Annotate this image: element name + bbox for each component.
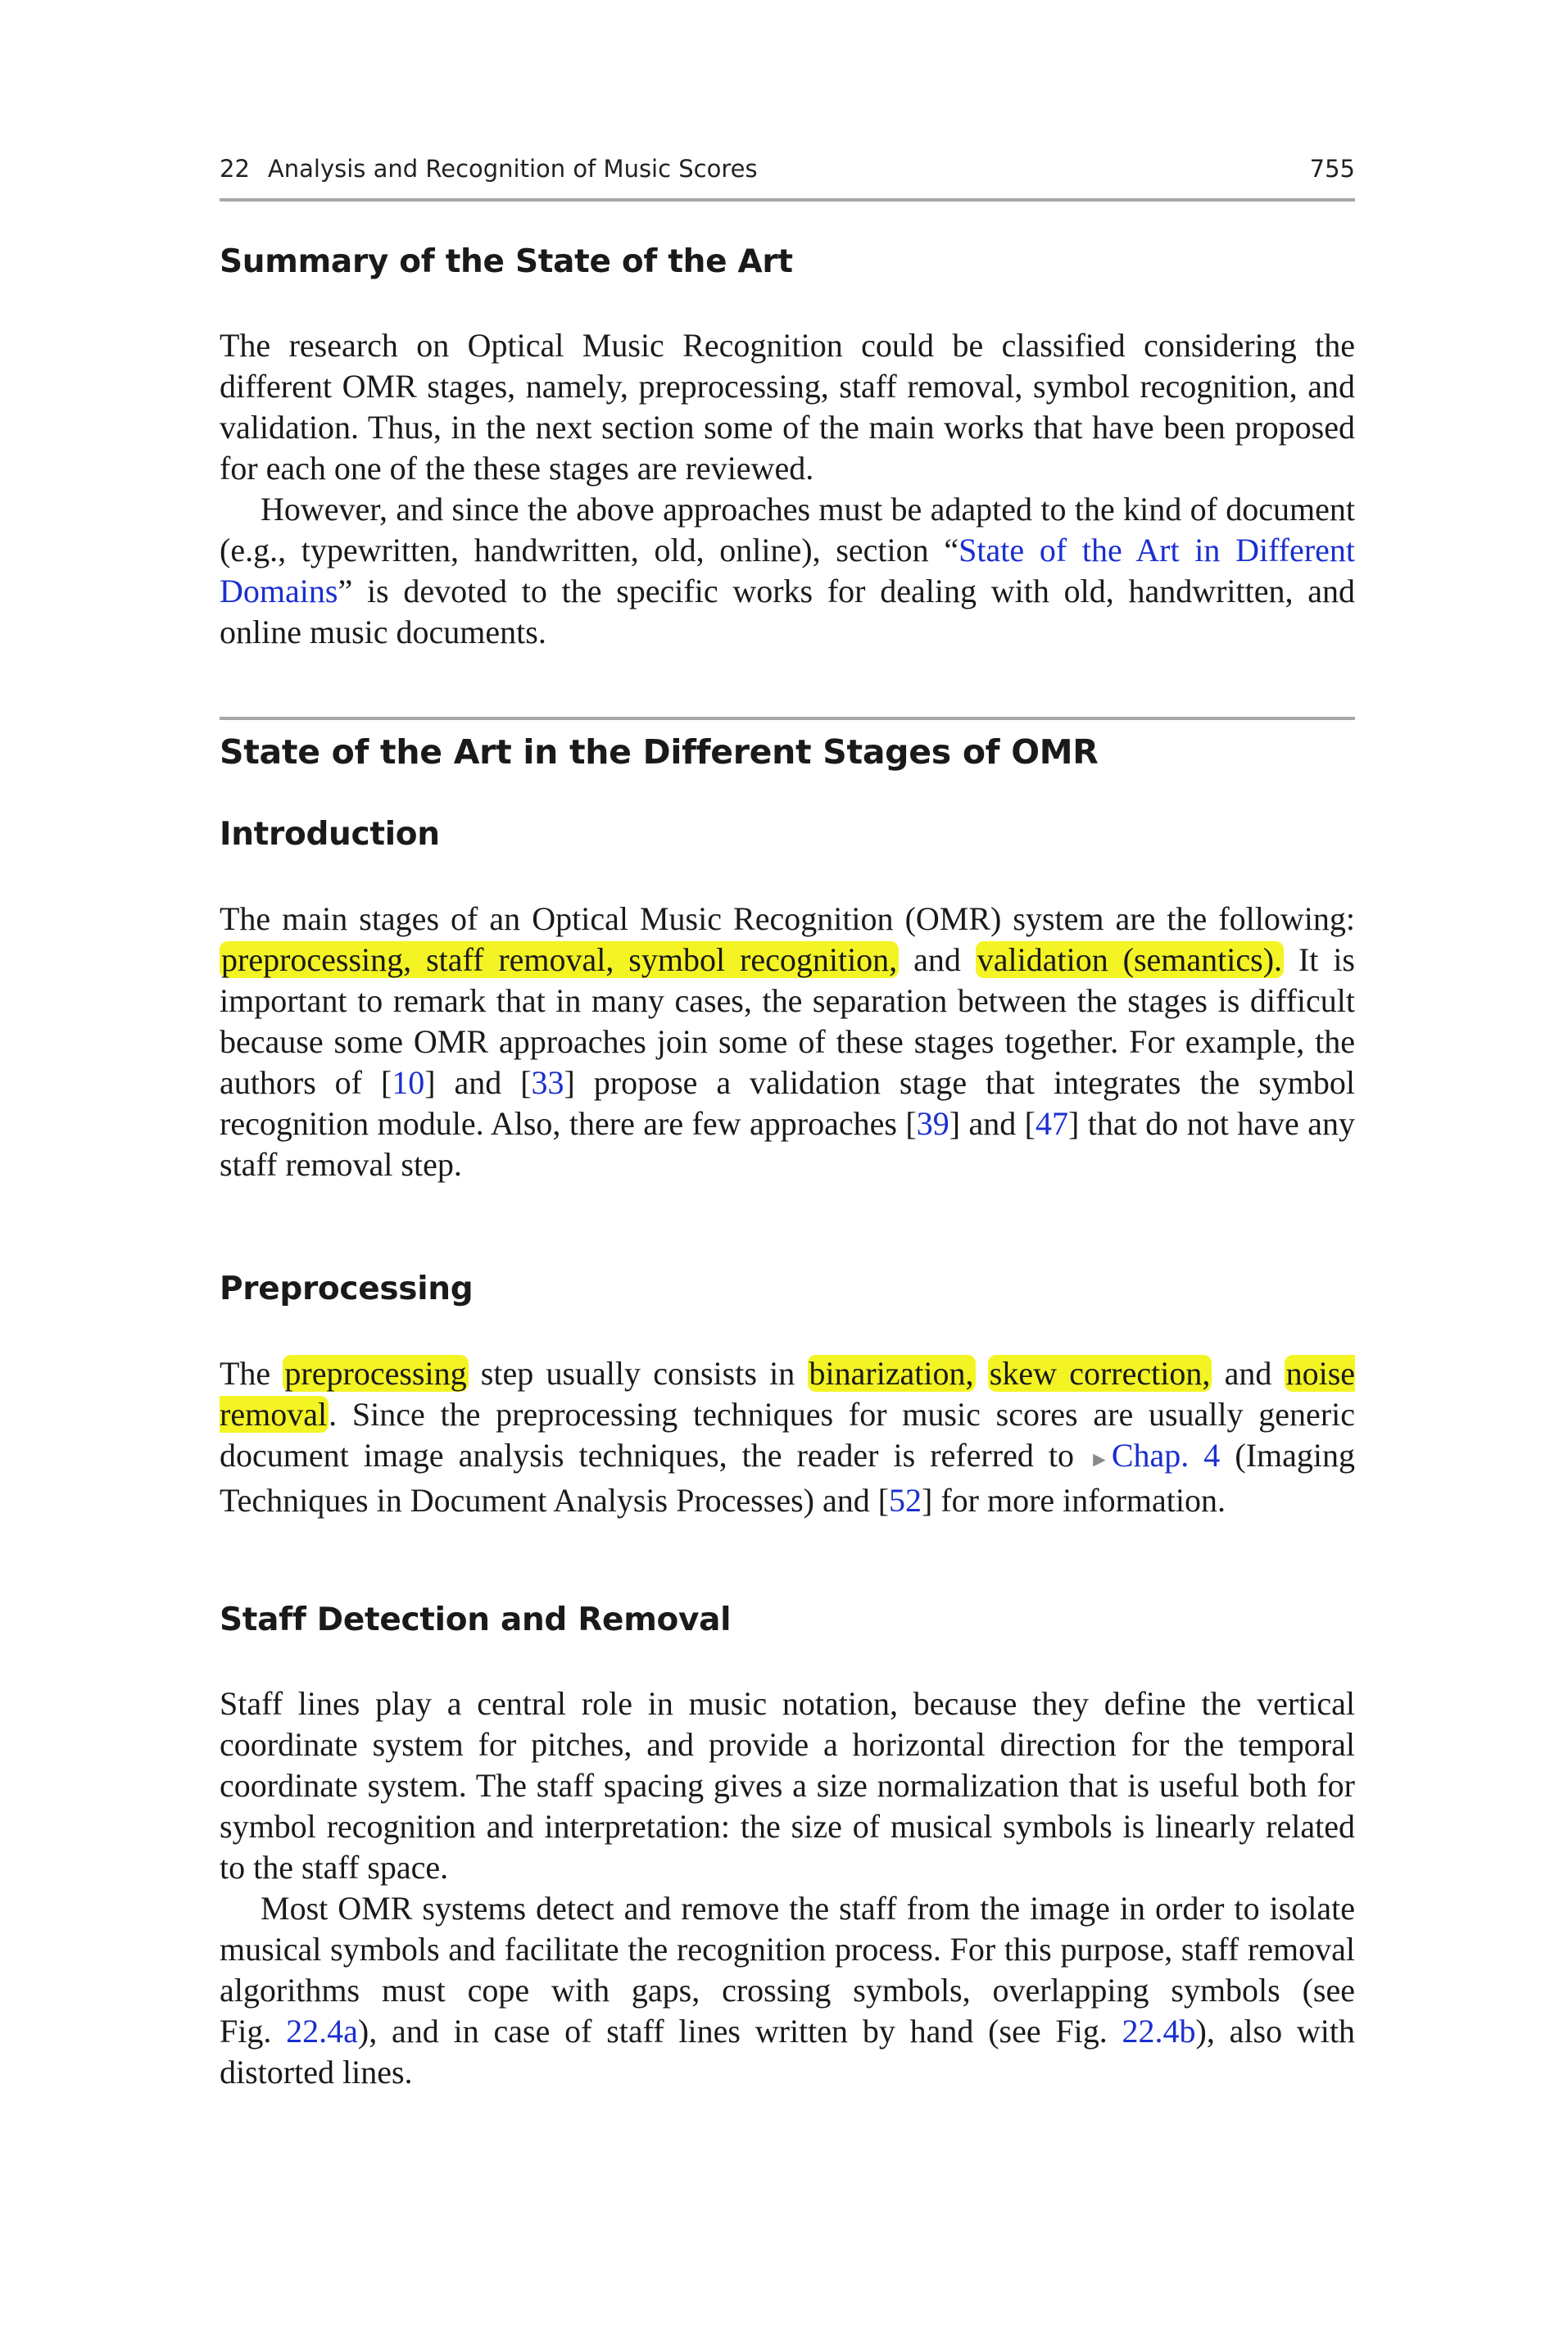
citation-link[interactable]: 33 — [531, 1064, 564, 1101]
staff-text-2: ), and in case of staff lines written by hand (see Fig. — [357, 2013, 1122, 2050]
citation-link[interactable]: 47 — [1036, 1105, 1069, 1142]
summary-p2-text-a: However, and since the above approaches must be adapted to the kind of document (e.g., typewritten, handwritten, old, online), section “ — [220, 491, 1355, 569]
preprocessing-heading: Preprocessing — [220, 1271, 474, 1307]
summary-body — [220, 325, 1355, 653]
staff-text-3: ), also with distorted lines. — [220, 2013, 1355, 2091]
preprocessing-paragraph — [220, 1353, 1355, 1521]
prep-text-2: step usually consists in — [468, 1355, 808, 1392]
section-rule — [220, 717, 1355, 720]
highlight-stages: preprocessing, staff removal, symbol recognition, — [221, 941, 898, 978]
intro-text-5: ] propose a validation stage that integrates the symbol recognition module. Also, there are few approaches [ — [220, 1064, 1355, 1142]
prep-text-6: (Imaging Techniques in Document Analysis Processes) and [ — [220, 1437, 1355, 1519]
citation-link[interactable]: 52 — [889, 1482, 922, 1519]
staff-heading: Staff Detection and Removal — [220, 1601, 732, 1638]
header-rule — [220, 198, 1355, 202]
stages-heading: State of the Art in the Different Stages of OMR — [220, 732, 1099, 772]
intro-text-3: It is important to remark that in many cases, the separation between the stages is difficult because some OMR approaches join some of these stages together. For example, the authors of [ — [220, 941, 1355, 1101]
summary-paragraph-1: The research on Optical Music Recognition could be classified considering the different OMR stages, namely, preprocessing, staff removal, symbol recognition, and validation. Thus, in the next section some of the main works that have been proposed for each one of the these stages are reviewed. — [220, 327, 1355, 487]
staff-body — [220, 1683, 1355, 2093]
figure-link[interactable]: 22.4a — [286, 2013, 358, 2050]
staff-text-1: Most OMR systems detect and remove the staff from the image in order to isolate musical symbols and facilitate the recognition process. For this purpose, staff removal algorithms must cope with gaps, crossing symbols, overlapping symbols (see Fig. — [220, 1890, 1355, 2050]
introduction-heading: Introduction — [220, 816, 440, 853]
running-head-left — [220, 154, 758, 183]
citation-link[interactable]: 10 — [392, 1064, 425, 1101]
page-number: 755 — [1309, 155, 1355, 183]
summary-p2-text-b: ” is devoted to the specific works for dealing with old, handwritten, and online music documents. — [220, 573, 1355, 650]
intro-text-2: and — [899, 941, 976, 978]
highlight-validation: validation (semantics). — [977, 941, 1283, 978]
citation-link[interactable]: 39 — [916, 1105, 949, 1142]
intro-text-7: ] that do not have any staff removal step. — [220, 1105, 1355, 1183]
staff-paragraph-1: Staff lines play a central role in music notation, because they define the vertical coordinate system for pitches, and provide a horizontal direction for the temporal coordinate system. The staff spacing gives a size normalization that is useful both for symbol recognition and interpretation: the size of musical symbols is linearly related to the staff space. — [220, 1685, 1355, 1886]
intro-text-6: ] and [ — [949, 1105, 1036, 1142]
chapter-link[interactable]: Chap. 4 — [1111, 1437, 1221, 1474]
chapter-title: Analysis and Recognition of Music Scores — [267, 155, 758, 183]
summary-paragraph-2 — [220, 489, 1355, 653]
figure-link[interactable]: 22.4b — [1122, 2013, 1196, 2050]
prep-text-5: . Since the preprocessing techniques for music scores are usually generic document image analysis techniques, the reader is referred to — [220, 1396, 1355, 1474]
highlight-noise-removal: noise removal — [220, 1355, 1356, 1433]
introduction-body — [220, 899, 1355, 1185]
prep-text-3 — [976, 1355, 988, 1392]
section-link-state-of-art-domains[interactable]: State of the Art in Different Domains — [220, 532, 1356, 609]
intro-text-1: The main stages of an Optical Music Recognition (OMR) system are the following: — [220, 900, 1355, 937]
prep-text-4: and — [1212, 1355, 1285, 1392]
running-head — [220, 154, 1355, 183]
preprocessing-body — [220, 1353, 1355, 1521]
prep-text-1: The — [220, 1355, 283, 1392]
highlight-binarization: binarization, — [809, 1355, 974, 1392]
highlight-skew-correction: skew correction, — [989, 1355, 1211, 1392]
summary-heading: Summary of the State of the Art — [220, 243, 793, 280]
staff-paragraph-2 — [220, 1888, 1355, 2093]
introduction-paragraph — [220, 899, 1355, 1185]
prep-text-7: ] for more information. — [922, 1482, 1226, 1519]
chapter-arrow-icon: ► — [1089, 1447, 1110, 1471]
highlight-preprocessing: preprocessing — [284, 1355, 467, 1392]
chapter-number: 22 — [220, 155, 250, 183]
intro-text-4: ] and [ — [424, 1064, 532, 1101]
